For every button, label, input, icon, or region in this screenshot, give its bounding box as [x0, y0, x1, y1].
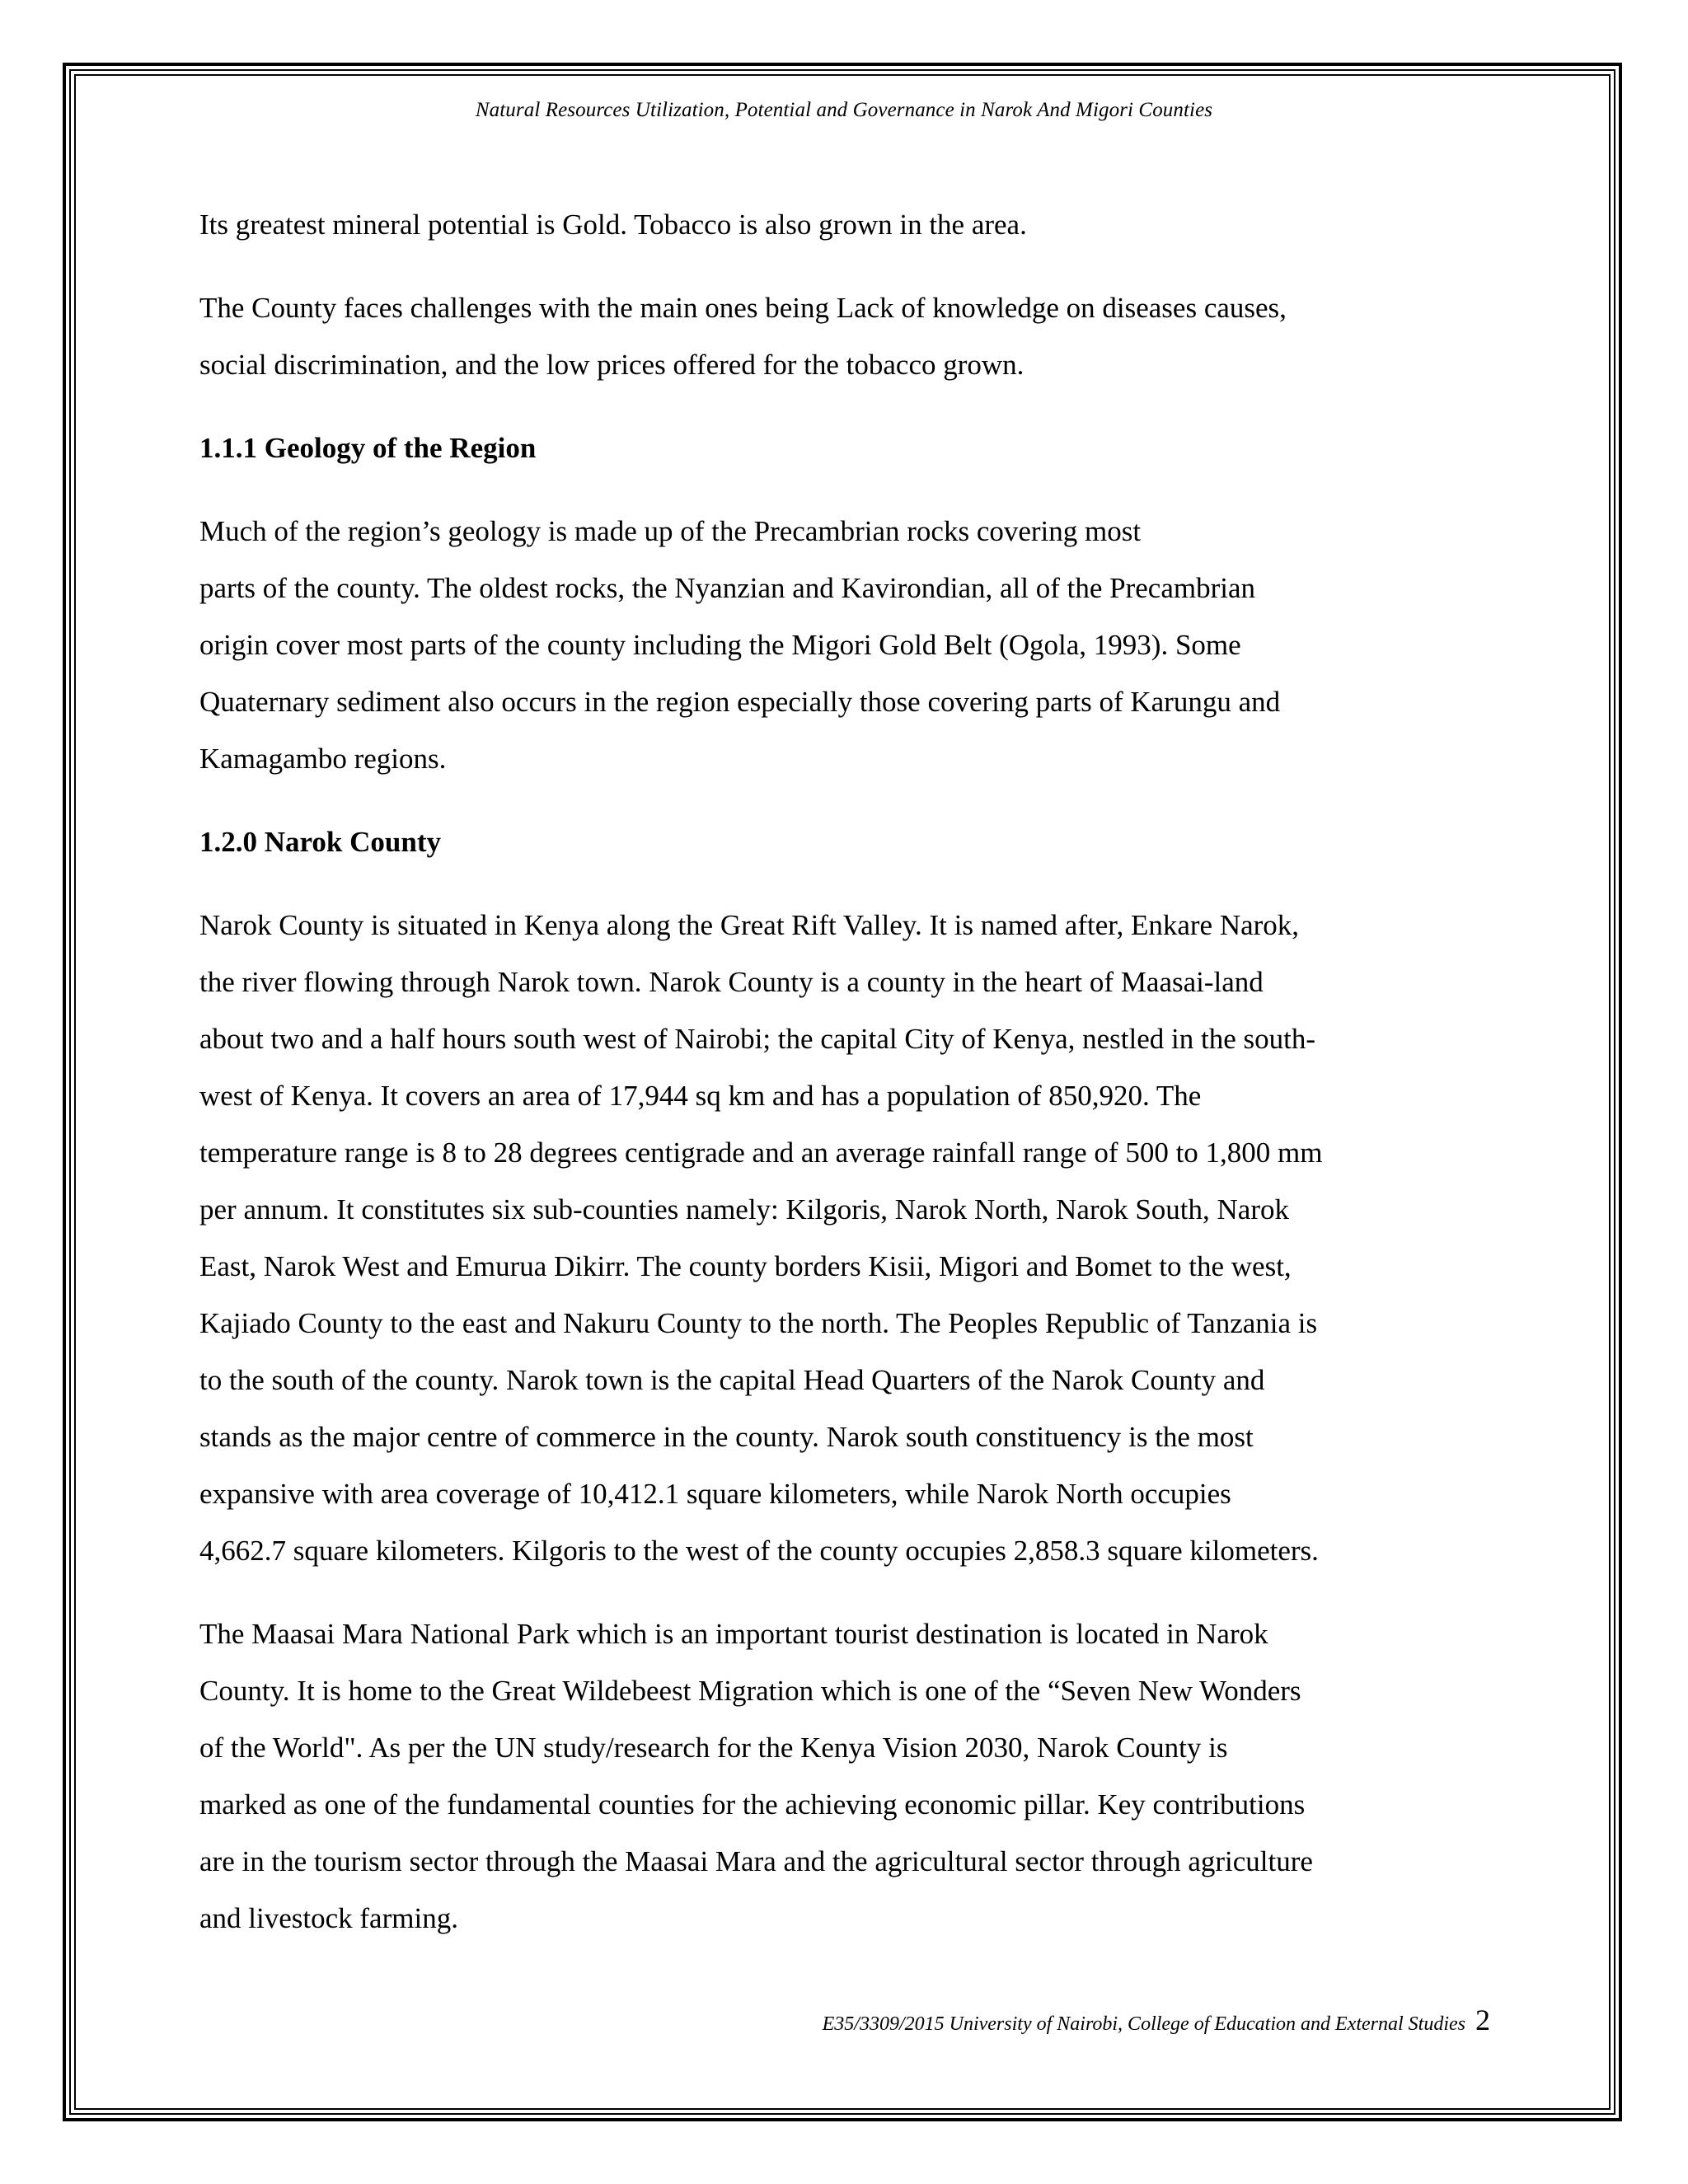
document-body: [199, 196, 1502, 1973]
text-line: Quaternary sediment also occurs in the region especially those covering parts of Karungu and: [199, 686, 1281, 718]
text-line: stands as the major centre of commerce in the county. Narok south constituency is the most: [199, 1421, 1254, 1453]
page-footer: [823, 2003, 1490, 2037]
section-heading-geology: 1.1.1 Geology of the Region: [199, 432, 537, 464]
paragraph-maasai-mara: [199, 1605, 1502, 1947]
paragraph-geology: [199, 503, 1502, 787]
text-line: per annum. It constitutes six sub-counties namely: Kilgoris, Narok North, Narok South, Narok: [199, 1193, 1290, 1226]
paragraph-narok-overview: [199, 897, 1502, 1579]
text-line: The Maasai Mara National Park which is an important tourist destination is located in Narok: [199, 1618, 1268, 1650]
paragraph-challenges: [199, 279, 1502, 393]
text-line: marked as one of the fundamental counties for the achieving economic pillar. Key contributions: [199, 1788, 1306, 1821]
text-line: expansive with area coverage of 10,412.1 square kilometers, while Narok North occupies: [199, 1478, 1231, 1510]
text-line: parts of the county. The oldest rocks, the Nyanzian and Kavirondian, all of the Precambrian: [199, 572, 1255, 604]
text-line: Kajiado County to the east and Nakuru County to the north. The Peoples Republic of Tanzania is: [199, 1307, 1318, 1339]
text-line: about two and a half hours south west of Nairobi; the capital City of Kenya, nestled in the south-: [199, 1023, 1316, 1055]
text-line: Its greatest mineral potential is Gold. Tobacco is also grown in the area.: [199, 209, 1027, 241]
text-line: County. It is home to the Great Wildebeest Migration which is one of the “Seven New Wonders: [199, 1675, 1301, 1707]
text-line: of the World". As per the UN study/research for the Kenya Vision 2030, Narok County is: [199, 1732, 1228, 1764]
text-line: are in the tourism sector through the Maasai Mara and the agricultural sector through agriculture: [199, 1845, 1313, 1877]
text-line: The County faces challenges with the main ones being Lack of knowledge on diseases causes,: [199, 292, 1287, 324]
text-line: temperature range is 8 to 28 degrees centigrade and an average rainfall range of 500 to 1,800 mm: [199, 1137, 1323, 1169]
running-header: Natural Resources Utilization, Potential and Governance in Narok And Migori Counties: [475, 99, 1213, 121]
paragraph-gold: [199, 196, 1502, 253]
text-line: social discrimination, and the low prices offered for the tobacco grown.: [199, 349, 1025, 381]
text-line: the river flowing through Narok town. Narok County is a county in the heart of Maasai-land: [199, 966, 1264, 998]
text-line: Narok County is situated in Kenya along the Great Rift Valley. It is named after, Enkare Narok,: [199, 909, 1300, 941]
footer-text: E35/3309/2015 University of Nairobi, College of Education and External Studies: [822, 2013, 1465, 2035]
text-line: and livestock farming.: [199, 1902, 458, 1934]
text-line: 4,662.7 square kilometers. Kilgoris to the west of the county occupies 2,858.3 square kilometers.: [199, 1535, 1319, 1567]
text-line: East, Narok West and Emurua Dikirr. The county borders Kisii, Migori and Bomet to the west,: [199, 1250, 1292, 1282]
text-line: to the south of the county. Narok town is the capital Head Quarters of the Narok County and: [199, 1364, 1265, 1396]
text-line: Much of the region’s geology is made up of the Precambrian rocks covering most: [199, 515, 1142, 547]
text-line: origin cover most parts of the county including the Migori Gold Belt (Ogola, 1993). Some: [199, 629, 1241, 661]
text-line: Kamagambo regions.: [199, 743, 447, 775]
page-number: 2: [1475, 2004, 1490, 2036]
section-heading-narok: 1.2.0 Narok County: [199, 826, 442, 858]
text-line: west of Kenya. It covers an area of 17,944 sq km and has a population of 850,920. The: [199, 1080, 1202, 1112]
